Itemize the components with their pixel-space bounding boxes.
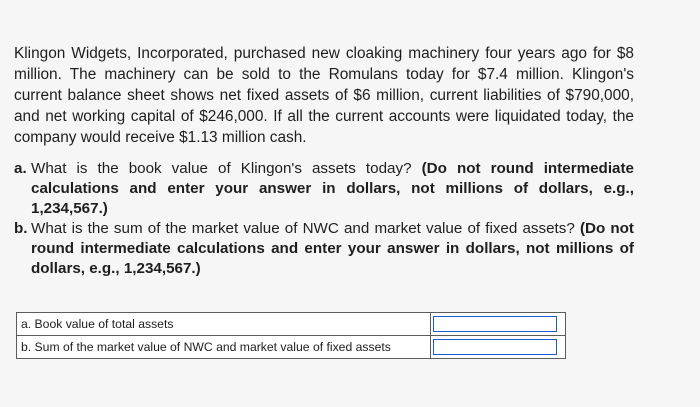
question-b-text: What is the sum of the market value of NWC and market value of fixed assets? bbox=[31, 220, 575, 237]
question-list bbox=[14, 159, 634, 279]
question-a bbox=[14, 159, 634, 219]
answer-row-market-value bbox=[17, 336, 566, 359]
market-value-sum-input[interactable] bbox=[433, 339, 557, 355]
answer-label-book-value: a. Book value of total assets bbox=[17, 313, 431, 336]
question-b-instruction: (Do not round intermediate calculations and enter your answer in dollars, not millions of dollars, e.g., 1,234,567.) bbox=[31, 220, 634, 277]
question-a-text: What is the book value of Klingon's assets today? bbox=[31, 160, 412, 177]
answer-row-book-value bbox=[17, 313, 566, 336]
answer-table bbox=[16, 312, 566, 359]
question-a-instruction: (Do not round intermediate calculations and enter your answer in dollars, not millions of dollars, e.g., 1,234,567.) bbox=[31, 160, 634, 217]
question-a-letter: a. bbox=[14, 160, 27, 177]
answer-cell-market-value bbox=[431, 336, 566, 359]
question-b-letter: b. bbox=[14, 220, 28, 237]
question-b bbox=[14, 219, 634, 279]
book-value-input[interactable] bbox=[433, 316, 557, 332]
answer-label-market-value: b. Sum of the market value of NWC and market value of fixed assets bbox=[17, 336, 431, 359]
problem-paragraph: Klingon Widgets, Incorporated, purchased new cloaking machinery four years ago for $8 million. The machinery can be sold to the Romulans today for $7.4 million. Klingon's current balance sheet shows net fixed assets of $6 million, current liabilities of $790,000, and net working capital of $246,000. If all the current accounts were liquidated today, the company would receive $1.13 million cash. bbox=[14, 45, 634, 146]
answer-cell-book-value bbox=[431, 313, 566, 336]
